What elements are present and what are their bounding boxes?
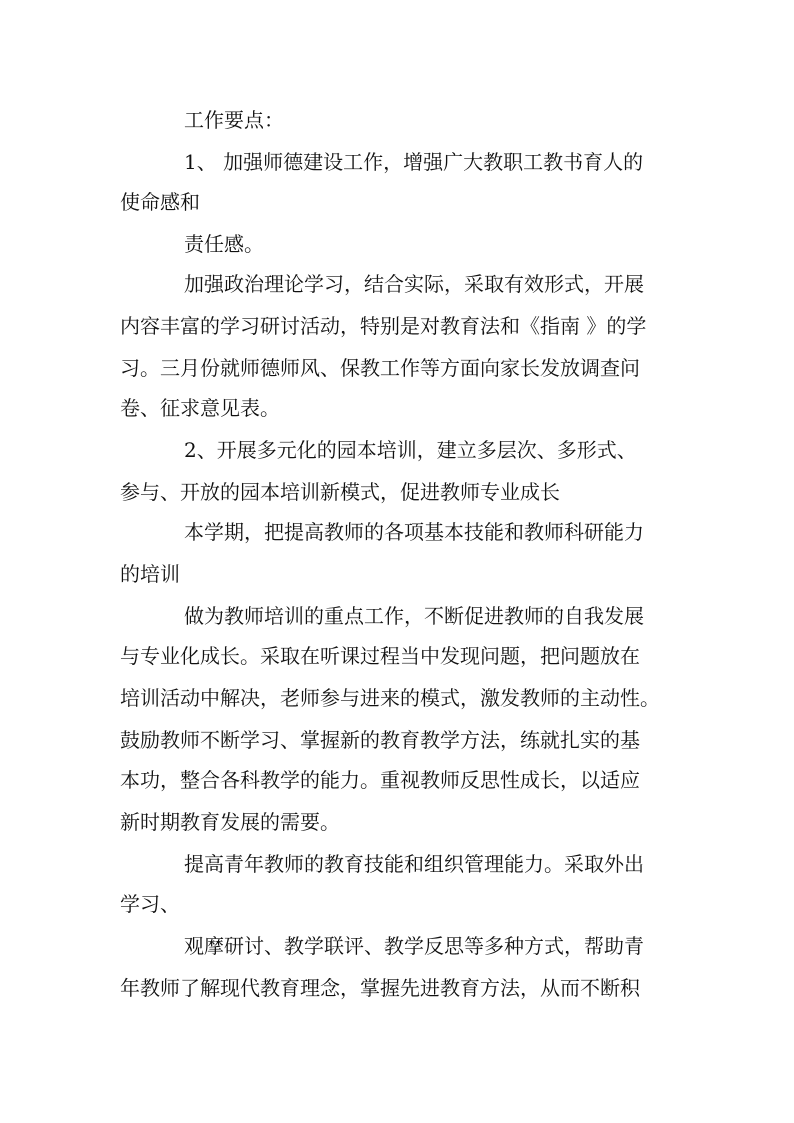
item-1-title-cont: 使命感和 <box>120 190 200 214</box>
paragraph-line: 做为教师培训的重点工作，不断促进教师的自我发展 <box>184 604 644 628</box>
paragraph-line: 本学期，把提高教师的各项基本技能和教师科研能力 <box>184 520 644 544</box>
paragraph-line: 习。三月份就师德师风、保教工作等方面向家长发放调查问 <box>120 356 640 380</box>
item-2-title-cont: 参与、开放的园本培训新模式，促进教师专业成长 <box>120 480 560 504</box>
heading-work-points: 工作要点： <box>184 108 284 132</box>
paragraph-line: 鼓励教师不断学习、掌握新的教育教学方法，练就扎实的基 <box>120 728 640 752</box>
paragraph-line: 观摩研讨、教学联评、教学反思等多种方式，帮助青 <box>184 934 644 958</box>
paragraph-line: 的培训 <box>120 562 180 586</box>
paragraph-line: 新时期教育发展的需要。 <box>120 810 340 834</box>
paragraph-line: 加强政治理论学习，结合实际，采取有效形式，开展 <box>184 272 644 296</box>
paragraph-line: 年教师了解现代教育理念，掌握先进教育方法，从而不断积 <box>120 976 640 1000</box>
paragraph-line: 内容丰富的学习研讨活动，特别是对教育法和《指南 》的学 <box>120 314 647 338</box>
paragraph-line: 提高青年教师的教育技能和组织管理能力。采取外出 <box>184 852 644 876</box>
paragraph-line: 培训活动中解决，老师参与进来的模式，激发教师的主动性。 <box>120 686 660 710</box>
paragraph-line: 与专业化成长。采取在听课过程当中发现问题，把问题放在 <box>120 644 640 668</box>
item-2-title: 2、开展多元化的园本培训，建立多层次、多形式、 <box>184 438 637 462</box>
paragraph-line: 学习、 <box>120 892 180 916</box>
item-1-title: 1、 加强师德建设工作，增强广大教职工教书育人的 <box>184 150 644 174</box>
item-1-title-end: 责任感。 <box>184 232 264 256</box>
paragraph-line: 本功，整合各科教学的能力。重视教师反思性成长，以适应 <box>120 768 640 792</box>
paragraph-line: 卷、征求意见表。 <box>120 396 280 420</box>
